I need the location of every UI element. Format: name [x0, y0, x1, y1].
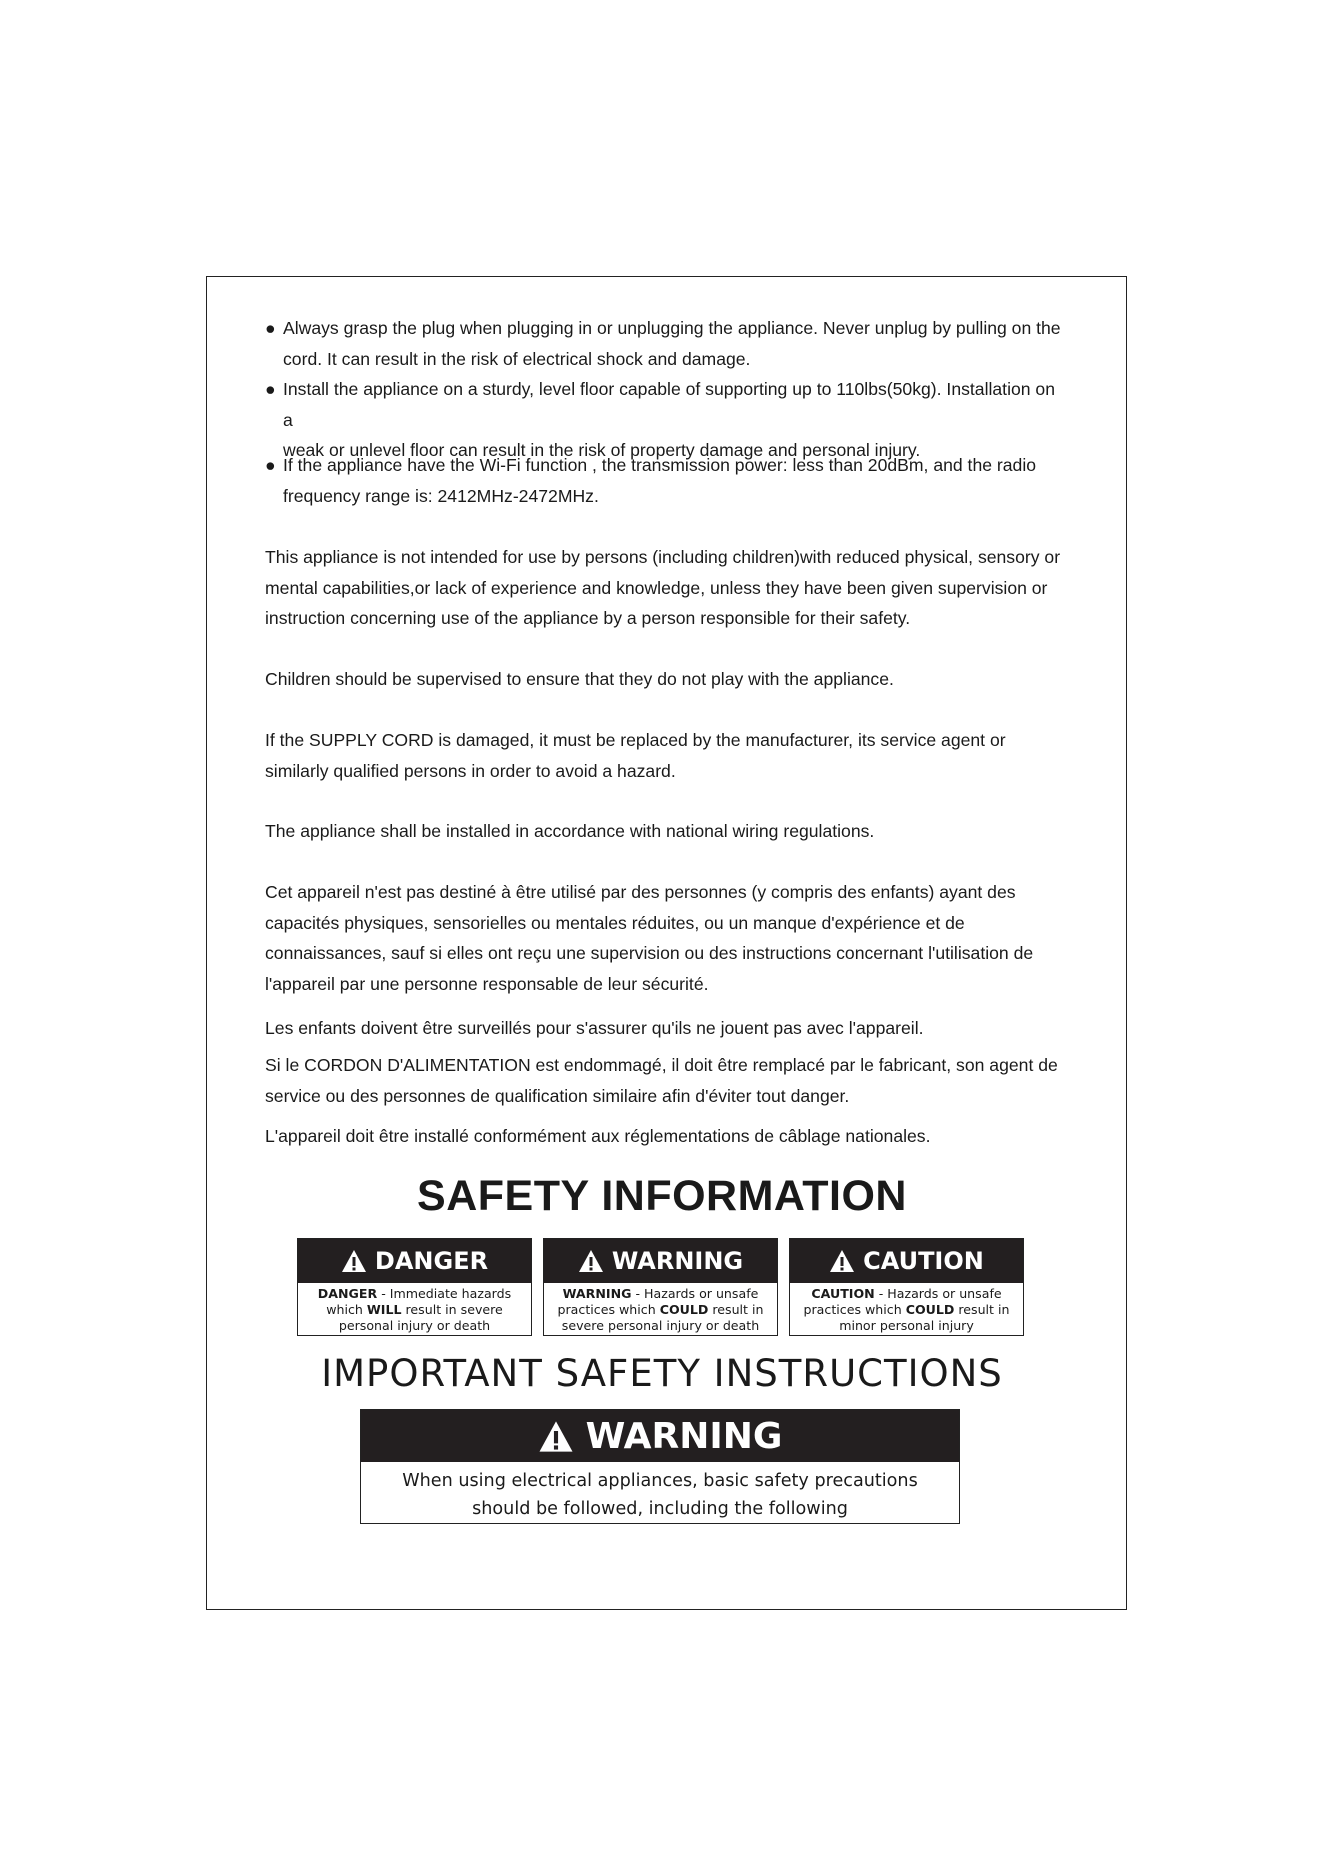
bullet-glyph: ●: [265, 379, 276, 399]
text-line: Si le CORDON D'ALIMENTATION est endommagé, il doit être remplacé par le fabricant, son agent de: [265, 1055, 1058, 1075]
desc-text: result in severe: [401, 1302, 503, 1317]
bullet-line: Install the appliance on a sturdy, level floor capable of supporting up to 110lbs(50kg). Installation on a: [283, 379, 1056, 430]
para-persons-fr: [265, 877, 1033, 999]
text-line: instruction concerning use of the appliance by a person responsible for their safety.: [265, 608, 911, 628]
desc-text: which: [326, 1302, 367, 1317]
desc-text: result in: [708, 1302, 764, 1317]
para-wiring-fr: L'appareil doit être installé conformément aux réglementations de câblage nationales.: [265, 1126, 931, 1146]
bullet-line: cord. It can result in the risk of electrical shock and damage.: [283, 348, 751, 369]
desc-text: should be followed, including the following: [472, 1499, 848, 1519]
desc-text: - Hazards or unsafe: [874, 1286, 1002, 1301]
text-line: This appliance is not intended for use by persons (including children)with reduced physical, sensory or: [265, 547, 1061, 567]
important-warning-box: [360, 1409, 960, 1524]
warning-triangle-icon: [341, 1249, 367, 1273]
important-warning-banner: [361, 1410, 959, 1462]
caution-banner: [790, 1239, 1023, 1283]
safety-information-title: SAFETY INFORMATION: [417, 1172, 907, 1220]
danger-card: [297, 1238, 532, 1336]
bullet-line: weak or unlevel floor can result in the risk of property damage and personal injury.: [283, 440, 921, 460]
text-line: l'appareil par une personne responsable de leur sécurité.: [265, 973, 709, 994]
desc-text: practices which: [803, 1302, 906, 1317]
text-line: If the SUPPLY CORD is damaged, it must be replaced by the manufacturer, its service agent or: [265, 730, 1006, 750]
warning-triangle-icon: [578, 1249, 604, 1273]
bullet-line: If the appliance have the Wi-Fi function , the transmission power: less than 20dBm, and the radio: [283, 455, 1037, 475]
para-wiring-en: The appliance shall be installed in accordance with national wiring regulations.: [265, 821, 875, 841]
desc-bold: WARNING: [562, 1286, 632, 1301]
text-line: service ou des personnes de qualification similaire afin d'éviter tout danger.: [265, 1085, 850, 1106]
caution-card: [789, 1238, 1024, 1336]
bullet-line: Always grasp the plug when plugging in or unplugging the appliance. Never unplug by pulling on the: [283, 318, 1061, 338]
desc-text: practices which: [557, 1302, 660, 1317]
warning-banner: [544, 1239, 777, 1283]
warning-description: [544, 1283, 777, 1334]
warning-triangle-icon: [538, 1420, 574, 1453]
desc-bold: CAUTION: [811, 1286, 875, 1301]
desc-text: When using electrical appliances, basic safety precautions: [402, 1471, 918, 1491]
desc-bold: DANGER: [317, 1286, 378, 1301]
bullet-glyph: ●: [265, 318, 276, 338]
desc-bold: WILL: [366, 1302, 402, 1317]
desc-text: severe personal injury or death: [561, 1318, 760, 1333]
text-line: capacités physiques, sensorielles ou mentales réduites, ou un manque d'expérience et de: [265, 912, 965, 933]
para-cord-en: [265, 725, 1006, 786]
text-line: mental capabilities,or lack of experience and knowledge, unless they have been given supervision or: [265, 577, 1048, 598]
desc-bold: COULD: [659, 1302, 709, 1317]
warning-triangle-icon: [829, 1249, 855, 1273]
important-safety-title: IMPORTANT SAFETY INSTRUCTIONS: [321, 1352, 1003, 1395]
caution-description: [790, 1283, 1023, 1334]
desc-text: result in: [954, 1302, 1010, 1317]
important-warning-label: WARNING: [585, 1415, 783, 1457]
desc-text: minor personal injury: [839, 1318, 974, 1333]
text-line: Cet appareil n'est pas destiné à être utilisé par des personnes (y compris des enfants) ayant des: [265, 882, 1016, 902]
text-line: similarly qualified persons in order to avoid a hazard.: [265, 760, 676, 781]
para-children-fr: Les enfants doivent être surveillés pour s'assurer qu'ils ne jouent pas avec l'appareil.: [265, 1018, 924, 1038]
warning-card: [543, 1238, 778, 1336]
para-persons-en: [265, 542, 1060, 634]
bullet-plug: [265, 313, 1065, 374]
danger-label: DANGER: [374, 1247, 489, 1275]
danger-description: [298, 1283, 531, 1334]
desc-text: personal injury or death: [338, 1318, 491, 1333]
bullet-line: frequency range is: 2412MHz-2472MHz.: [283, 485, 599, 506]
bullet-glyph: ●: [265, 455, 276, 475]
para-cord-fr: [265, 1050, 1058, 1111]
caution-label: CAUTION: [863, 1247, 984, 1275]
text-line: connaissances, sauf si elles ont reçu une supervision ou des instructions concernant l'utilisation de: [265, 943, 1034, 963]
desc-bold: COULD: [905, 1302, 955, 1317]
warning-label: WARNING: [611, 1247, 744, 1275]
bullet-wifi: [265, 450, 1065, 511]
desc-text: - Hazards or unsafe: [631, 1286, 759, 1301]
important-warning-description: [361, 1462, 959, 1523]
danger-banner: [298, 1239, 531, 1283]
desc-text: - Immediate hazards: [377, 1286, 512, 1301]
para-children-en: Children should be supervised to ensure that they do not play with the appliance.: [265, 669, 894, 689]
